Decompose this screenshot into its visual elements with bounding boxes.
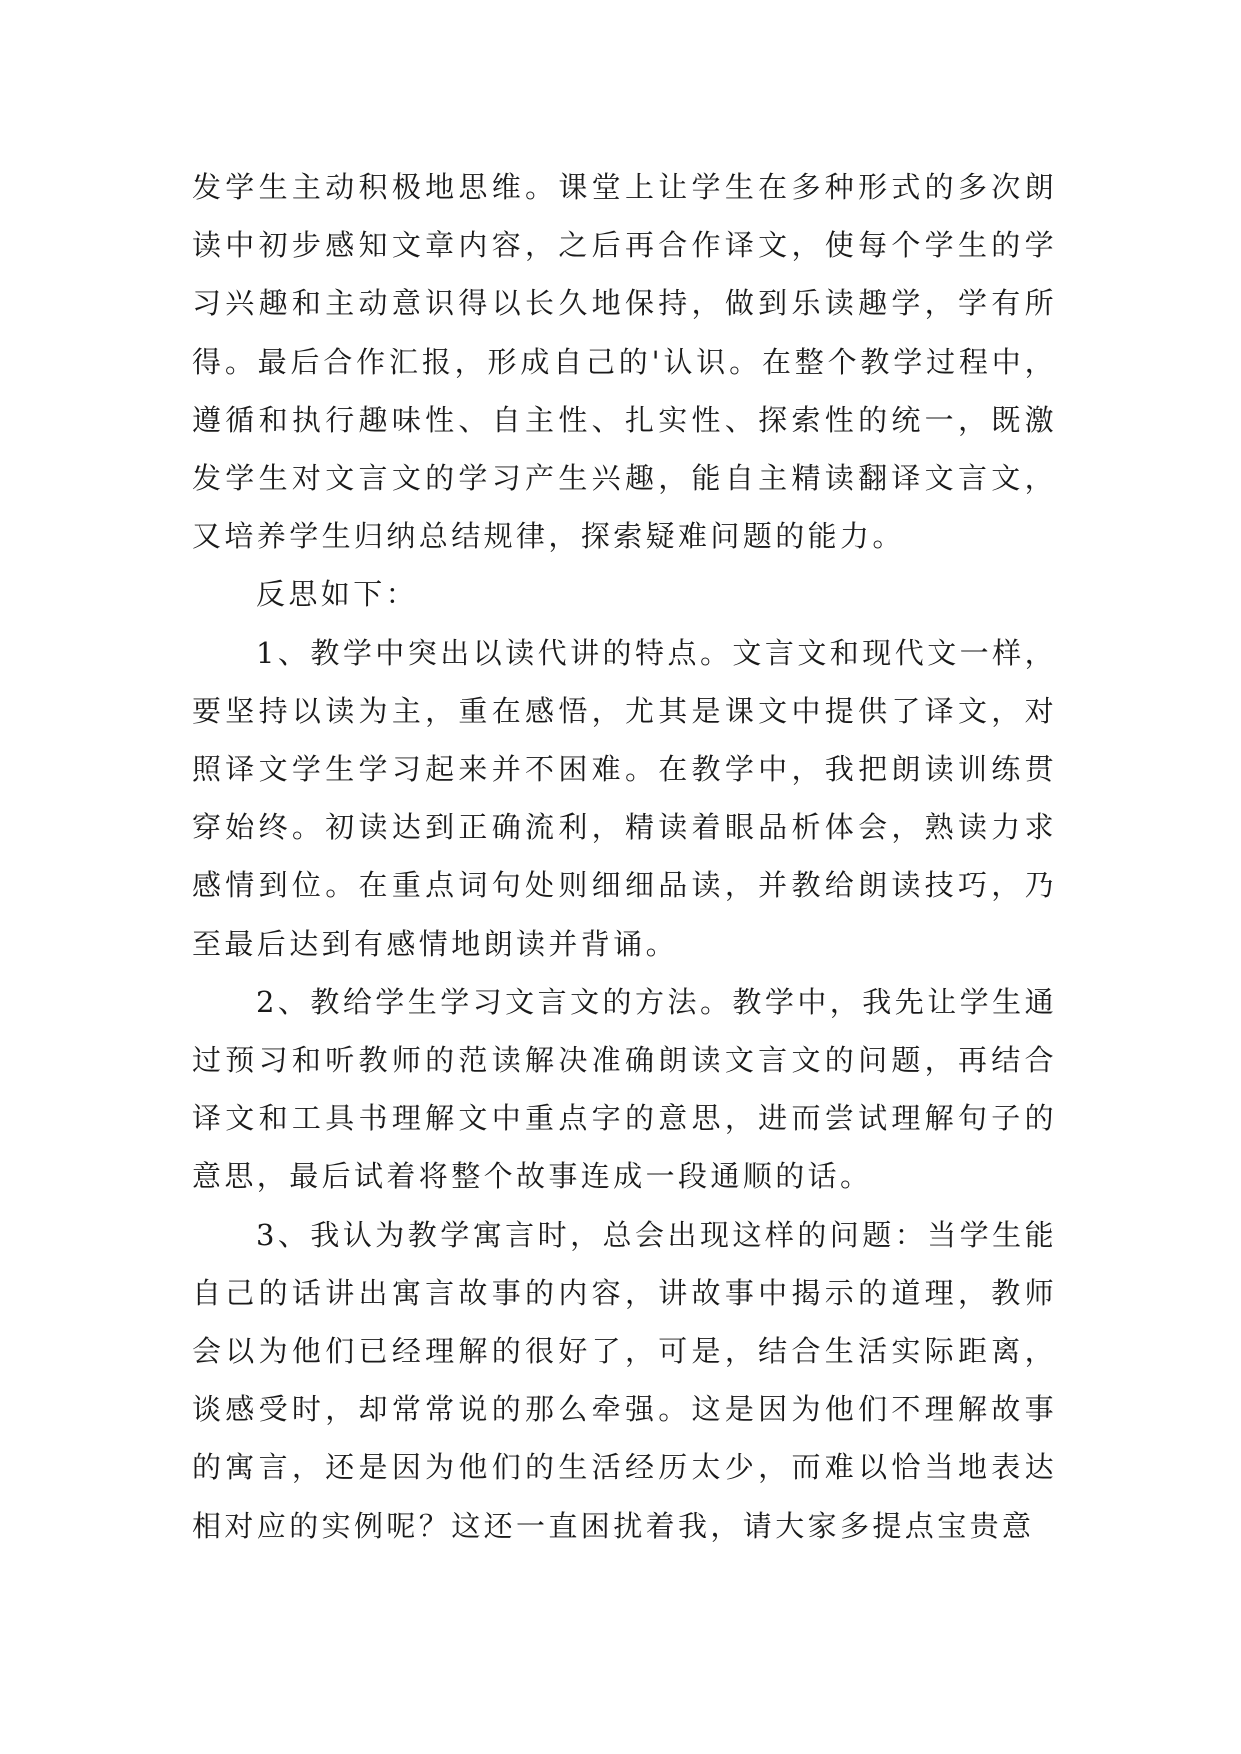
- paragraph-point-3: 3、我认为教学寓言时，总会出现这样的问题：当学生能自己的话讲出寓言故事的内容，讲故事中揭示的道理，教师会以为他们已经理解的很好了，可是，结合生活实际距离，谈感受时，却常常说的那么牵强。这是因为他们不理解故事的寓言，还是因为他们的生活经历太少，而难以恰当地表达相对应的实例呢？这还一直困扰着我，请大家多提点宝贵意: [192, 1217, 1057, 1543]
- paragraph-point-1: 1、教学中突出以读代讲的特点。文言文和现代文一样，要坚持以读为主，重在感悟，尤其是课文中提供了译文，对照译文学生学习起来并不困难。在教学中，我把朗读训练贯穿始终。初读达到正确流利，精读着眼品析体会，熟读力求感情到位。在重点词句处则细细品读，并教给朗读技巧，乃至最后达到有感情地朗读并背诵。: [192, 635, 1057, 961]
- paragraph-point-2: 2、教给学生学习文言文的方法。教学中，我先让学生通过预习和听教师的范读解决准确朗读文言文的问题，再结合译文和工具书理解文中重点字的意思，进而尝试理解句子的意思，最后试着将整个故事连成一段通顺的话。: [192, 984, 1057, 1194]
- document-body: [192, 158, 1057, 1555]
- paragraph-reflection-heading: 反思如下：: [256, 577, 419, 612]
- paragraph-continuation: 发学生主动积极地思维。课堂上让学生在多种形式的多次朗读中初步感知文章内容，之后再合作译文，使每个学生的学习兴趣和主动意识得以长久地保持，做到乐读趣学，学有所得。最后合作汇报，形成自己的'认识。在整个教学过程中，遵循和执行趣味性、自主性、扎实性、探索性的统一，既激发学生对文言文的学习产生兴趣，能自主精读翻译文言文，又培养学生归纳总结规律，探索疑难问题的能力。: [192, 170, 1057, 554]
